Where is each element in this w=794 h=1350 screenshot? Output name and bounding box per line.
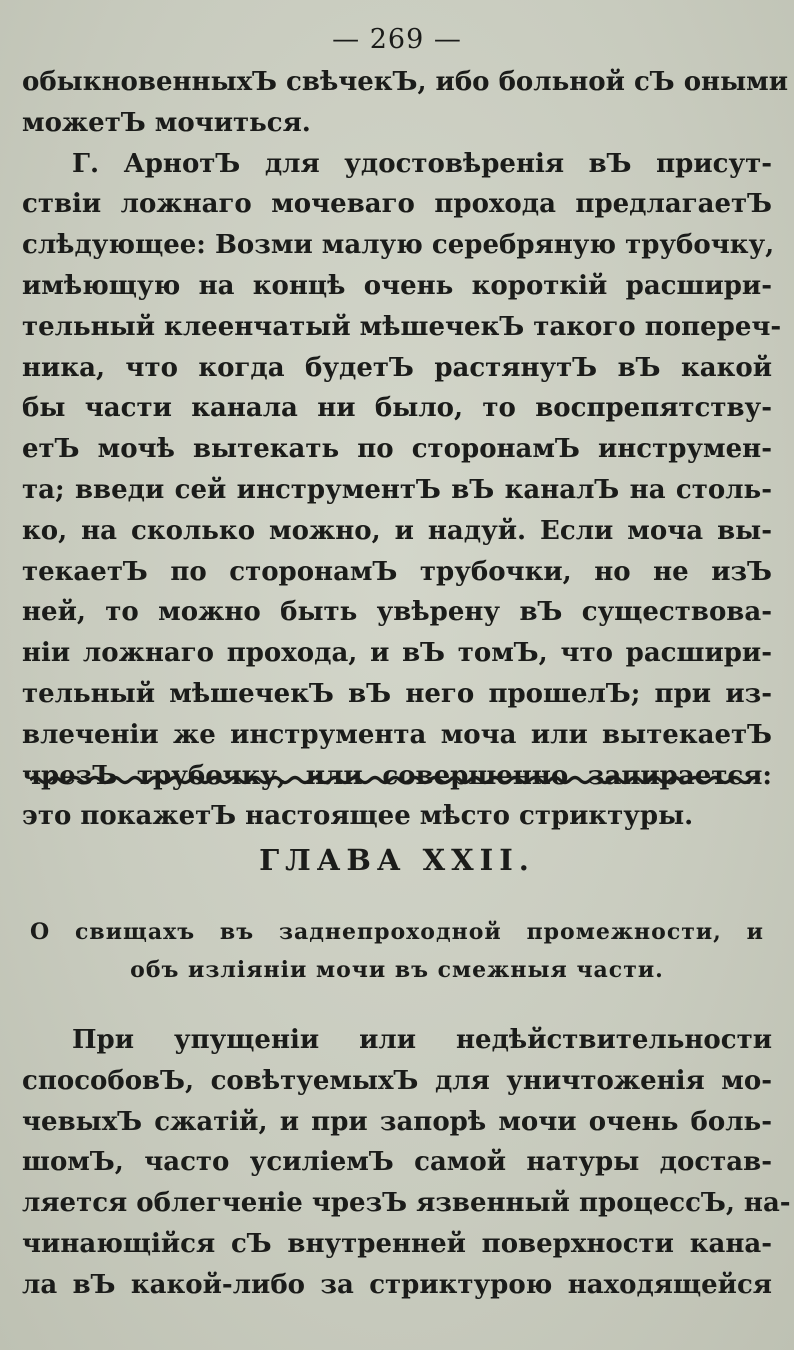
text-line: ко, на сколько можно, и надуй. Если моча вы-: [22, 515, 772, 546]
text-line: ла вЪ какой-либо за стриктурою находящейся: [22, 1269, 772, 1300]
text-line: Г. АрнотЪ для удостовѣренія вЪ присут-: [72, 148, 772, 179]
text-line: это покажетЪ настоящее мѣсто стриктуры.: [22, 801, 694, 832]
text-line: бы части канала ни было, то воспрепятству-: [22, 393, 772, 424]
text-line: ніи ложнаго прохода, и вЪ томЪ, что расшири-: [22, 638, 772, 669]
text-line: етЪ мочѣ вытекать по сторонамЪ инструмен-: [22, 434, 772, 465]
text-line: способовЪ, совѣтуемыхЪ для уничтоженія мо-: [22, 1065, 772, 1096]
text-line: влеченіи же инструмента моча или вытекаетЪ: [22, 719, 772, 750]
text-block-upper: [22, 62, 788, 837]
text-line: текаетЪ по сторонамЪ трубочки, но не изЪ: [22, 556, 772, 587]
text-line: можетЪ мочиться.: [22, 107, 311, 138]
text-line: чинающійся сЪ внутренней поверхности кана-: [22, 1228, 772, 1259]
text-line: обыкновенныхЪ свѣчекЪ, ибо больной сЪ оными: [22, 67, 788, 97]
text-line: шомЪ, часто усиліемЪ самой натуры достав-: [22, 1147, 772, 1178]
text-line: тельный клеенчатый мѣшечекЪ такого попереч-: [22, 311, 782, 342]
subtitle-line: объ изліяніи мочи въ смежныя части.: [130, 957, 664, 983]
text-line: та; введи сей инструментЪ вЪ каналЪ на столь-: [22, 474, 772, 505]
text-line: При упущеніи или недѣйствительности: [72, 1025, 772, 1055]
subtitle-line: О свищахъ въ заднепроходной промежности, и: [30, 919, 764, 945]
text-line: имѣющую на концѣ очень короткій расшири-: [22, 270, 772, 301]
text-line: слѣдующее: Возми малую серебряную трубочку,: [22, 230, 775, 261]
text-line: ника, что когда будетЪ растянутЪ вЪ какой: [22, 352, 772, 383]
text-line: ней, то можно быть увѣрену вЪ существова-: [22, 597, 772, 628]
chapter-subtitle: [30, 913, 764, 989]
text-line: ствіи ложнаго мочеваго прохода предлагаетЪ: [22, 189, 772, 220]
text-block-lower: [22, 1020, 791, 1306]
text-line: чрезЪ трубочку, или совершенно запирается:: [22, 760, 772, 791]
text-line: тельный мѣшечекЪ вЪ него прошелЪ; при из-: [22, 678, 772, 709]
chapter-title: ГЛАВА XXII.: [259, 843, 535, 877]
ornamental-divider: [30, 772, 760, 786]
text-line: чевыхЪ сжатій, и при запорѣ мочи очень боль-: [22, 1106, 772, 1137]
page-number: — 269 —: [332, 24, 462, 55]
text-line: ляется облегченіе чрезЪ язвенный процессЪ, на-: [22, 1188, 791, 1219]
